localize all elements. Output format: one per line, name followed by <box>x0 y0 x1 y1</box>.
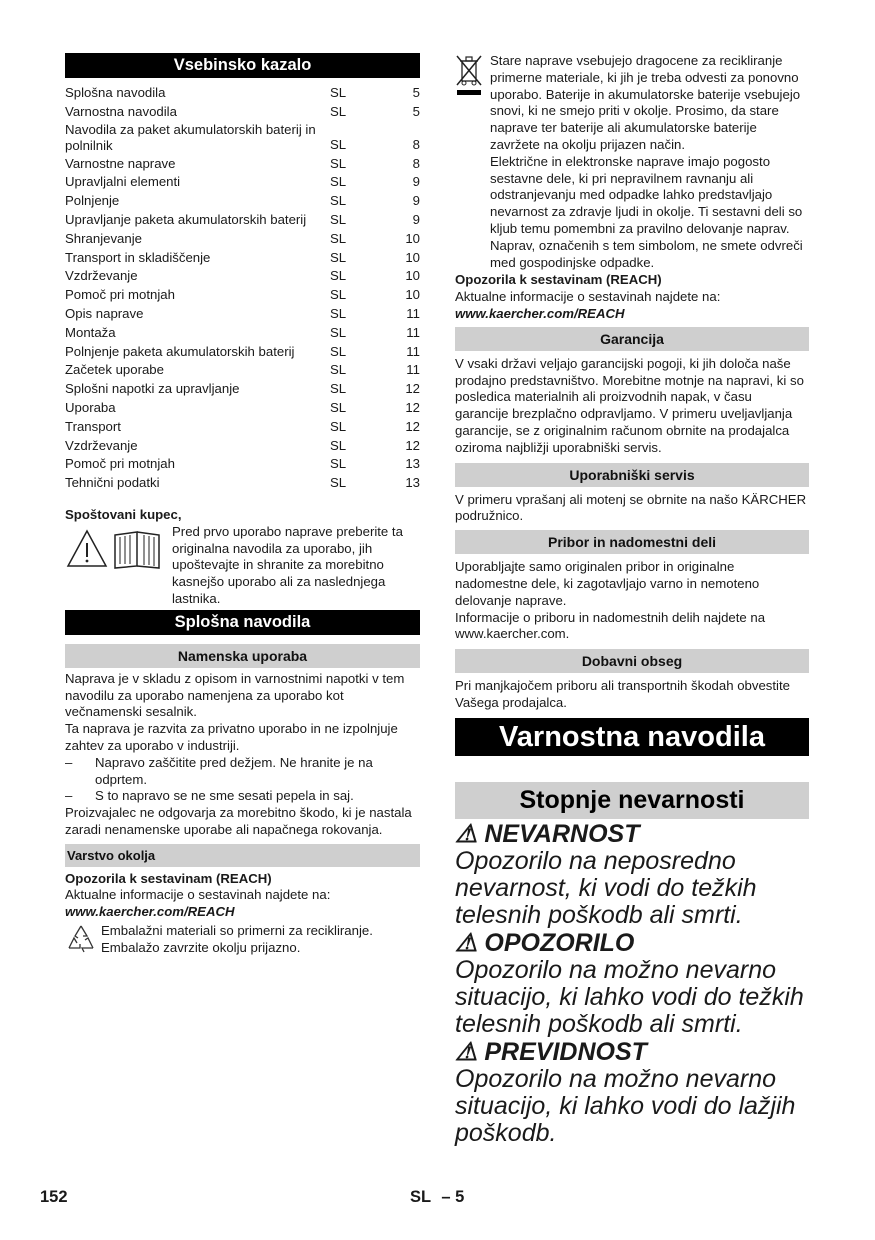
intended-use-p2: Ta naprava je razvita za privatno uporabo in ne izpolnjuje zahtev za uporabo v industriji. <box>65 721 398 753</box>
accessories-p1: Uporabljajte samo originalen pribor in originalne nadomestne dele, ki zagotavljajo varno in nemoteno delovanje naprave. <box>455 559 760 608</box>
toc-entry-page: 8 <box>412 155 420 171</box>
recycling-icon <box>65 923 97 955</box>
toc-entry-lang: SL <box>330 324 347 340</box>
toc-entry-lang: SL <box>330 305 347 321</box>
crossed-bin-icon <box>455 53 483 97</box>
toc-entry-page: 10 <box>405 230 420 246</box>
toc-entry-lang: SL <box>330 193 347 209</box>
intended-use-p3: Proizvajalec ne odgovarja za morebitno škodo, ki je nastala zaradi nenamenske uporabe ali napačnega rokovanja. <box>65 805 412 837</box>
toc-entry-lang: SL <box>330 475 347 491</box>
footer-page-ref: – 5 <box>441 1188 465 1206</box>
intended-list-item <box>65 788 420 805</box>
greeting-text: Pred prvo uporabo naprave preberite ta originalna navodila za uporabo, jih upoštevajte in shranite za morebitno kasnejšo uporabo ali za naslednjega lastnika. <box>172 523 403 606</box>
service-text: V primeru vprašanj ali motenj se obrnite na našo KÄRCHER podružnico. <box>455 491 807 524</box>
bin-icon-wrap <box>455 53 490 271</box>
toc-entry-page: 11 <box>406 343 420 359</box>
toc-entry-title: Transport <box>65 418 121 434</box>
toc-entry-page: 12 <box>405 399 420 415</box>
disposal-p2: Električne in elektronske naprave imajo pogosto sestavne dele, ki pri nepravilnem ravnanju ali odstranjevanju med odpadke lahko predstavljajo nevarnost za zdravje ljudi in okolje. Ti sestavni deli so kljub temu pomembni za pravilno delovanje naprav. Naprav, označenih s tem simbolom, ne smete odvreči med gospodinjske odpadke. <box>490 153 803 270</box>
toc-entry-page: 11 <box>406 362 420 378</box>
scope-text: Pri manjkajočem priboru ali transportnih škodah obvestite Vašega prodajalca. <box>455 678 790 710</box>
environment-title: Varstvo okolja <box>65 844 420 867</box>
danger-label: ⚠ PREVIDNOST <box>455 1037 647 1066</box>
table-of-contents <box>65 84 420 493</box>
toc-entry-lang: SL <box>330 85 347 100</box>
reach-title: Opozorila k sestavinam (REACH) <box>65 870 272 886</box>
toc-row[interactable] <box>65 305 420 324</box>
toc-entry-page: 8 <box>412 136 420 152</box>
toc-entry-lang: SL <box>330 362 347 378</box>
warning-icon: ⚠ <box>455 1037 478 1066</box>
greeting-block <box>65 524 420 608</box>
toc-entry-page: 12 <box>405 437 420 453</box>
recycling-icon-wrap <box>65 923 101 960</box>
toc-entry-page: 5 <box>412 85 420 100</box>
toc-entry-lang: SL <box>330 381 347 397</box>
toc-entry-page: 9 <box>412 174 420 190</box>
toc-row[interactable] <box>65 84 420 103</box>
toc-entry-title: Vzdrževanje <box>65 268 138 284</box>
toc-row[interactable] <box>65 103 420 122</box>
footer-section <box>410 1188 464 1207</box>
warranty-title: Garancija <box>455 327 809 351</box>
toc-row[interactable] <box>65 286 420 305</box>
warranty-text: V vsaki državi veljajo garancijski pogoji, ki jih določa naše prodajno predstavništvo. Morebitne motnje na napravi, ki so posledica materialnih ali proizvodnih napak, v času garancije brezplačno odpravljamo. V primeru uveljavljanja garancije, se z originalnim računom obrnite na prodajalca oziroma najbližji uporabniški servis. <box>455 355 804 455</box>
toc-entry-lang: SL <box>330 230 347 246</box>
toc-row[interactable] <box>65 361 420 380</box>
toc-entry-lang: SL <box>330 155 347 171</box>
toc-entry-title: Splošni napotki za upravljanje <box>65 381 240 397</box>
dash-bullet: – <box>65 754 73 770</box>
toc-entry-title: Upravljalni elementi <box>65 174 181 190</box>
toc-row[interactable] <box>65 399 420 418</box>
toc-entry-title: Uporaba <box>65 399 116 415</box>
reach-link[interactable]: www.kaercher.com/REACH <box>65 904 235 920</box>
danger-levels-title: Stopnje nevarnosti <box>455 782 809 819</box>
toc-entry-title: Transport in skladiščenje <box>65 249 211 265</box>
toc-entry-title: Montaža <box>65 324 116 340</box>
toc-entry-title: Polnjenje <box>65 193 120 209</box>
toc-row[interactable] <box>65 192 420 211</box>
toc-entry-lang: SL <box>330 287 347 303</box>
accessories-title: Pribor in nadomestni deli <box>455 530 809 554</box>
toc-entry-lang: SL <box>330 174 347 190</box>
toc-entry-title: Opis naprave <box>65 305 144 321</box>
warning-icon: ⚠ <box>455 928 478 957</box>
page-number: 152 <box>40 1188 68 1206</box>
packaging-block <box>65 923 420 960</box>
dash-bullet: – <box>65 788 73 804</box>
reach-text: Aktualne informacije o sestavinah najdete na: <box>65 887 331 903</box>
intended-list-item <box>65 755 420 789</box>
toc-entry-page: 10 <box>405 249 420 265</box>
toc-row[interactable] <box>65 380 420 399</box>
toc-entry-title: Polnjenje paketa akumulatorskih baterij <box>65 343 295 359</box>
toc-entry-title: Varnostna navodila <box>65 103 177 119</box>
toc-entry-title: Upravljanje paketa akumulatorskih baterij <box>65 211 307 227</box>
toc-entry-page: 10 <box>405 287 420 303</box>
toc-entry-lang: SL <box>330 249 347 265</box>
toc-title: Vsebinsko kazalo <box>65 53 420 78</box>
intended-use-title: Namenska uporaba <box>65 644 420 668</box>
toc-entry-title: Shranjevanje <box>65 230 142 246</box>
toc-entry-page: 12 <box>405 418 420 434</box>
disposal-p1: Stare naprave vsebujejo dragocene za recikliranje primerne materiale, ki jih je treba odvesti za ponovno uporabo. Baterije in akumulatorske baterije vsebujejo snovi, ki ne smejo priti v okolje. Prosimo, da stare naprave ter baterije ali akumulatorske baterije zavržete na okolju prijazen način. <box>490 53 801 152</box>
toc-row[interactable] <box>65 437 420 456</box>
danger-level <box>455 1038 809 1147</box>
danger-label: ⚠ NEVARNOST <box>455 819 640 848</box>
toc-row[interactable] <box>65 249 420 268</box>
toc-entry-lang: SL <box>330 456 347 472</box>
toc-row[interactable] <box>65 474 420 493</box>
toc-entry-lang: SL <box>330 418 347 434</box>
greeting-title: Spoštovani kupec, <box>65 506 182 522</box>
toc-row[interactable] <box>65 211 420 230</box>
footer-lang: SL <box>410 1188 431 1206</box>
toc-entry-page: 9 <box>412 193 420 209</box>
toc-row[interactable] <box>65 418 420 437</box>
packaging-text: Embalažni materiali so primerni za recikliranje. Embalažo zavrzite okolju prijazno. <box>101 923 373 955</box>
toc-row[interactable] <box>65 324 420 343</box>
right-column <box>455 53 809 1147</box>
toc-entry-lang: SL <box>330 437 347 453</box>
toc-entry-page: 13 <box>405 456 420 472</box>
danger-level <box>455 820 809 929</box>
disposal-block <box>455 53 809 271</box>
accessories-p2: Informacije o priboru in nadomestnih delih najdete na www.kaercher.com. <box>455 609 766 642</box>
safety-title: Varnostna navodila <box>455 718 809 756</box>
toc-entry-lang: SL <box>330 399 347 415</box>
toc-entry-title: Splošna navodila <box>65 85 166 100</box>
scope-title: Dobavni obseg <box>455 649 809 673</box>
danger-description: Opozorilo na možno nevarno situacijo, ki lahko vodi do lažjih poškodb. <box>455 1064 796 1147</box>
toc-entry-page: 11 <box>406 305 420 321</box>
toc-row[interactable] <box>65 230 420 249</box>
toc-row[interactable] <box>65 455 420 474</box>
toc-row[interactable] <box>65 343 420 362</box>
toc-entry-lang: SL <box>330 103 347 119</box>
toc-entry-title: Začetek uporabe <box>65 362 164 378</box>
warning-manual-icon <box>65 528 165 570</box>
toc-entry-lang: SL <box>330 343 347 359</box>
danger-description: Opozorilo na možno nevarno situacijo, ki lahko vodi do težkih telesnih poškodb ali smrti. <box>455 955 804 1038</box>
toc-entry-page: 11 <box>406 324 420 340</box>
reach-title-right: Opozorila k sestavinam (REACH) <box>455 272 662 288</box>
reach-link-right[interactable]: www.kaercher.com/REACH <box>455 305 625 321</box>
intended-use-p1: Naprava je v skladu z opisom in varnostnimi napotki v tem navodilu za uporabo namenjena za uporabo kot večnamenski sesalnik. <box>65 670 405 720</box>
toc-entry-title: Varnostne naprave <box>65 155 176 171</box>
toc-entry-title: Tehnični podatki <box>65 475 160 491</box>
toc-entry-title: Pomoč pri motnjah <box>65 287 175 303</box>
toc-row[interactable] <box>65 267 420 286</box>
toc-row[interactable] <box>65 155 420 174</box>
left-column <box>65 53 420 960</box>
danger-label: ⚠ OPOZORILO <box>455 928 635 957</box>
toc-entry-title: Navodila za paket akumulatorskih baterij in polnilnik <box>65 121 316 154</box>
list-item-text: Napravo zaščitite pred dežjem. Ne hranite je na odprtem. <box>95 754 373 787</box>
service-title: Uporabniški servis <box>455 463 809 487</box>
toc-row[interactable] <box>65 122 420 155</box>
warning-icon: ⚠ <box>455 819 478 848</box>
toc-entry-page: 9 <box>412 211 420 227</box>
greeting-icons <box>65 524 172 608</box>
toc-entry-lang: SL <box>330 268 347 284</box>
toc-entry-title: Pomoč pri motnjah <box>65 456 175 472</box>
reach-text-right: Aktualne informacije o sestavinah najdete na: <box>455 289 721 305</box>
list-item-text: S to napravo se ne sme sesati pepela in saj. <box>95 788 354 804</box>
danger-description: Opozorilo na neposredno nevarnost, ki vodi do težkih telesnih poškodb ali smrti. <box>455 846 757 929</box>
toc-entry-title: Vzdrževanje <box>65 437 138 453</box>
toc-row[interactable] <box>65 173 420 192</box>
toc-entry-lang: SL <box>330 211 347 227</box>
toc-entry-page: 5 <box>412 103 420 119</box>
toc-entry-page: 12 <box>405 381 420 397</box>
toc-entry-page: 13 <box>405 475 420 491</box>
toc-entry-lang: SL <box>330 136 347 152</box>
general-title: Splošna navodila <box>65 610 420 635</box>
danger-level <box>455 929 809 1038</box>
toc-entry-page: 10 <box>405 268 420 284</box>
